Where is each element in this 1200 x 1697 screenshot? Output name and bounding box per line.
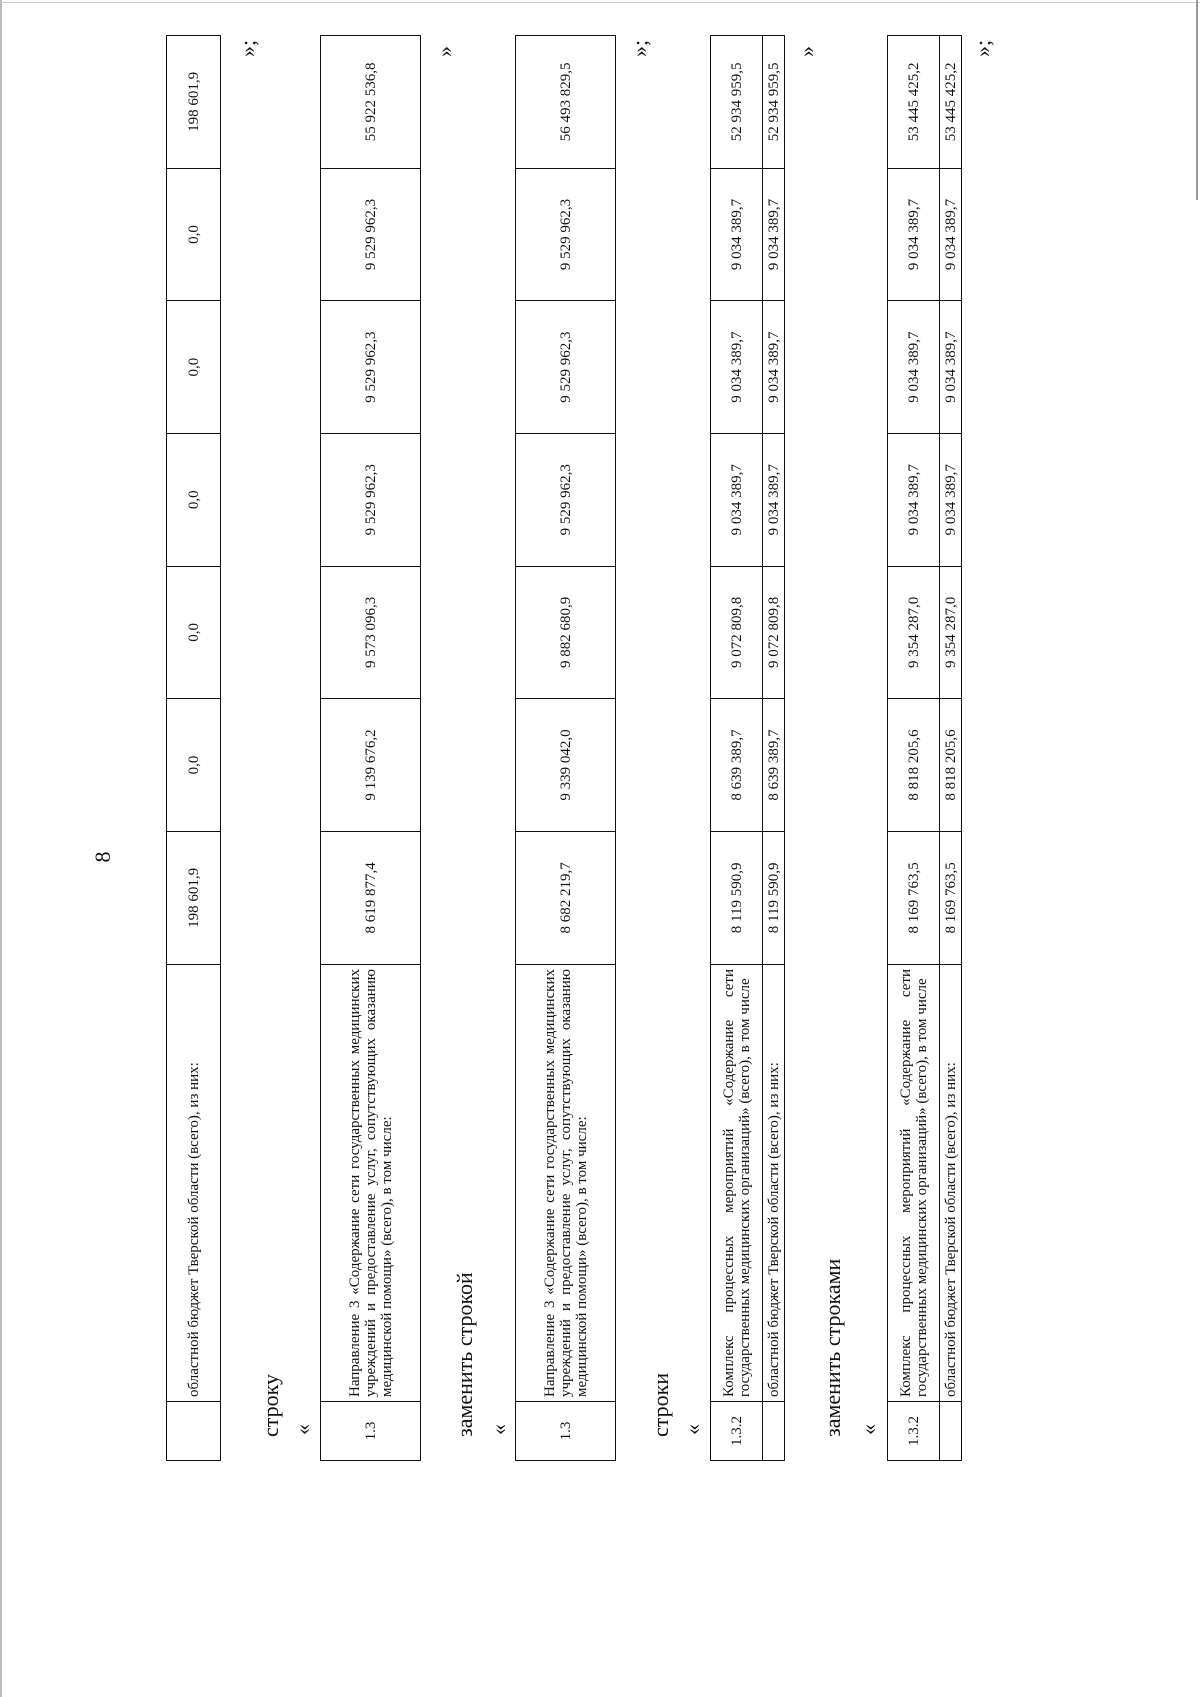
row-description: областной бюджет Тверской области (всего), из них: xyxy=(763,965,785,1402)
row-value: 0,0 xyxy=(167,699,221,832)
row-value: 52 934 959,5 xyxy=(763,36,785,169)
row-value: 8 169 763,5 xyxy=(888,831,940,964)
row-value: 0,0 xyxy=(167,168,221,301)
row-value: 8 639 389,7 xyxy=(711,699,763,832)
row-value: 8 682 219,7 xyxy=(516,831,616,964)
row-value: 0,0 xyxy=(167,433,221,566)
row-value: 198 601,9 xyxy=(167,36,221,169)
row-value: 56 493 829,5 xyxy=(516,36,616,169)
table-section-2 xyxy=(515,35,616,1461)
closing-quote: »; xyxy=(235,39,260,57)
row-value: 9 034 389,7 xyxy=(940,433,962,566)
opening-quote: « xyxy=(856,1424,881,1435)
opening-quote: « xyxy=(486,1424,511,1435)
row-value: 9 354 287,0 xyxy=(940,566,962,699)
section-label: строку xyxy=(258,1373,283,1437)
row-value: 9 034 389,7 xyxy=(763,433,785,566)
row-value: 9 573 096,3 xyxy=(321,566,421,699)
row-description: Направление 3 «Содержание сети государственных медицинских учреждений и предоставление услуг, сопутствующих оказанию медицинской помощи» (всего), в том числе: xyxy=(321,965,421,1402)
row-description: Комплекс процессных мероприятий «Содержание сети государственных медицинских организаций» (всего), в том числе xyxy=(888,965,940,1402)
row-value: 8 119 590,9 xyxy=(711,831,763,964)
row-value: 9 034 389,7 xyxy=(888,168,940,301)
table-row xyxy=(516,36,616,1461)
scan-edge-artifact xyxy=(0,0,2,1697)
table-row xyxy=(940,36,962,1461)
page-number: 8 xyxy=(90,851,115,863)
row-value: 9 529 962,3 xyxy=(516,168,616,301)
row-value: 9 034 389,7 xyxy=(888,433,940,566)
row-description: Комплекс процессных мероприятий «Содержание сети государственных медицинских организаций» (всего), в том числе xyxy=(711,965,763,1402)
row-value: 9 354 287,0 xyxy=(888,566,940,699)
row-value: 9 139 676,2 xyxy=(321,699,421,832)
row-value: 198 601,9 xyxy=(167,831,221,964)
closing-quote: » xyxy=(432,46,457,57)
row-value: 8 818 205,6 xyxy=(888,699,940,832)
scan-edge-artifact xyxy=(1196,0,1198,200)
row-value: 9 529 962,3 xyxy=(321,433,421,566)
row-value: 9 034 389,7 xyxy=(711,301,763,434)
row-value: 8 169 763,5 xyxy=(940,831,962,964)
row-code: 1.3.2 xyxy=(888,1402,940,1461)
closing-quote: » xyxy=(794,46,819,57)
section-label: заменить строкой xyxy=(452,1272,477,1437)
row-value: 9 882 680,9 xyxy=(516,566,616,699)
scan-edge-artifact xyxy=(0,2,1200,3)
row-value: 8 619 877,4 xyxy=(321,831,421,964)
row-code: 1.3 xyxy=(321,1402,421,1461)
row-value: 9 529 962,3 xyxy=(516,301,616,434)
row-code xyxy=(940,1402,962,1461)
row-value: 9 529 962,3 xyxy=(516,433,616,566)
table-row xyxy=(763,36,785,1461)
row-value: 9 034 389,7 xyxy=(940,168,962,301)
row-value: 9 034 389,7 xyxy=(711,433,763,566)
table-section-4 xyxy=(887,35,962,1461)
row-value: 52 934 959,5 xyxy=(711,36,763,169)
table-section-0 xyxy=(166,35,221,1461)
row-value: 0,0 xyxy=(167,301,221,434)
row-value: 9 034 389,7 xyxy=(711,168,763,301)
row-code xyxy=(763,1402,785,1461)
row-value: 53 445 425,2 xyxy=(888,36,940,169)
closing-quote: »; xyxy=(627,39,652,57)
row-value: 9 529 962,3 xyxy=(321,168,421,301)
row-value: 9 034 389,7 xyxy=(888,301,940,434)
row-value: 8 639 389,7 xyxy=(763,699,785,832)
row-description: областной бюджет Тверской области (всего), из них: xyxy=(940,965,962,1402)
row-value: 9 034 389,7 xyxy=(763,168,785,301)
row-value: 9 072 809,8 xyxy=(763,566,785,699)
row-value: 9 072 809,8 xyxy=(711,566,763,699)
row-value: 9 034 389,7 xyxy=(763,301,785,434)
table-row xyxy=(888,36,940,1461)
row-value: 8 119 590,9 xyxy=(763,831,785,964)
row-value: 8 818 205,6 xyxy=(940,699,962,832)
row-value: 53 445 425,2 xyxy=(940,36,962,169)
opening-quote: « xyxy=(680,1424,705,1435)
row-code: 1.3 xyxy=(516,1402,616,1461)
opening-quote: « xyxy=(290,1424,315,1435)
table-row xyxy=(167,36,221,1461)
table-row xyxy=(711,36,763,1461)
table-section-3 xyxy=(710,35,785,1461)
row-value: 9 034 389,7 xyxy=(940,301,962,434)
row-value: 9 339 042,0 xyxy=(516,699,616,832)
row-value: 9 529 962,3 xyxy=(321,301,421,434)
section-label: строки xyxy=(648,1372,673,1437)
section-label: заменить строками xyxy=(820,1258,845,1437)
row-description: областной бюджет Тверской области (всего), из них: xyxy=(167,965,221,1402)
row-code: 1.3.2 xyxy=(711,1402,763,1461)
row-description: Направление 3 «Содержание сети государственных медицинских учреждений и предоставление услуг, сопутствующих оказанию медицинской помощи» (всего), в том числе: xyxy=(516,965,616,1402)
row-code xyxy=(167,1402,221,1461)
row-value: 0,0 xyxy=(167,566,221,699)
closing-quote: »; xyxy=(970,39,995,57)
table-row xyxy=(321,36,421,1461)
table-section-1 xyxy=(320,35,421,1461)
row-value: 55 922 536,8 xyxy=(321,36,421,169)
